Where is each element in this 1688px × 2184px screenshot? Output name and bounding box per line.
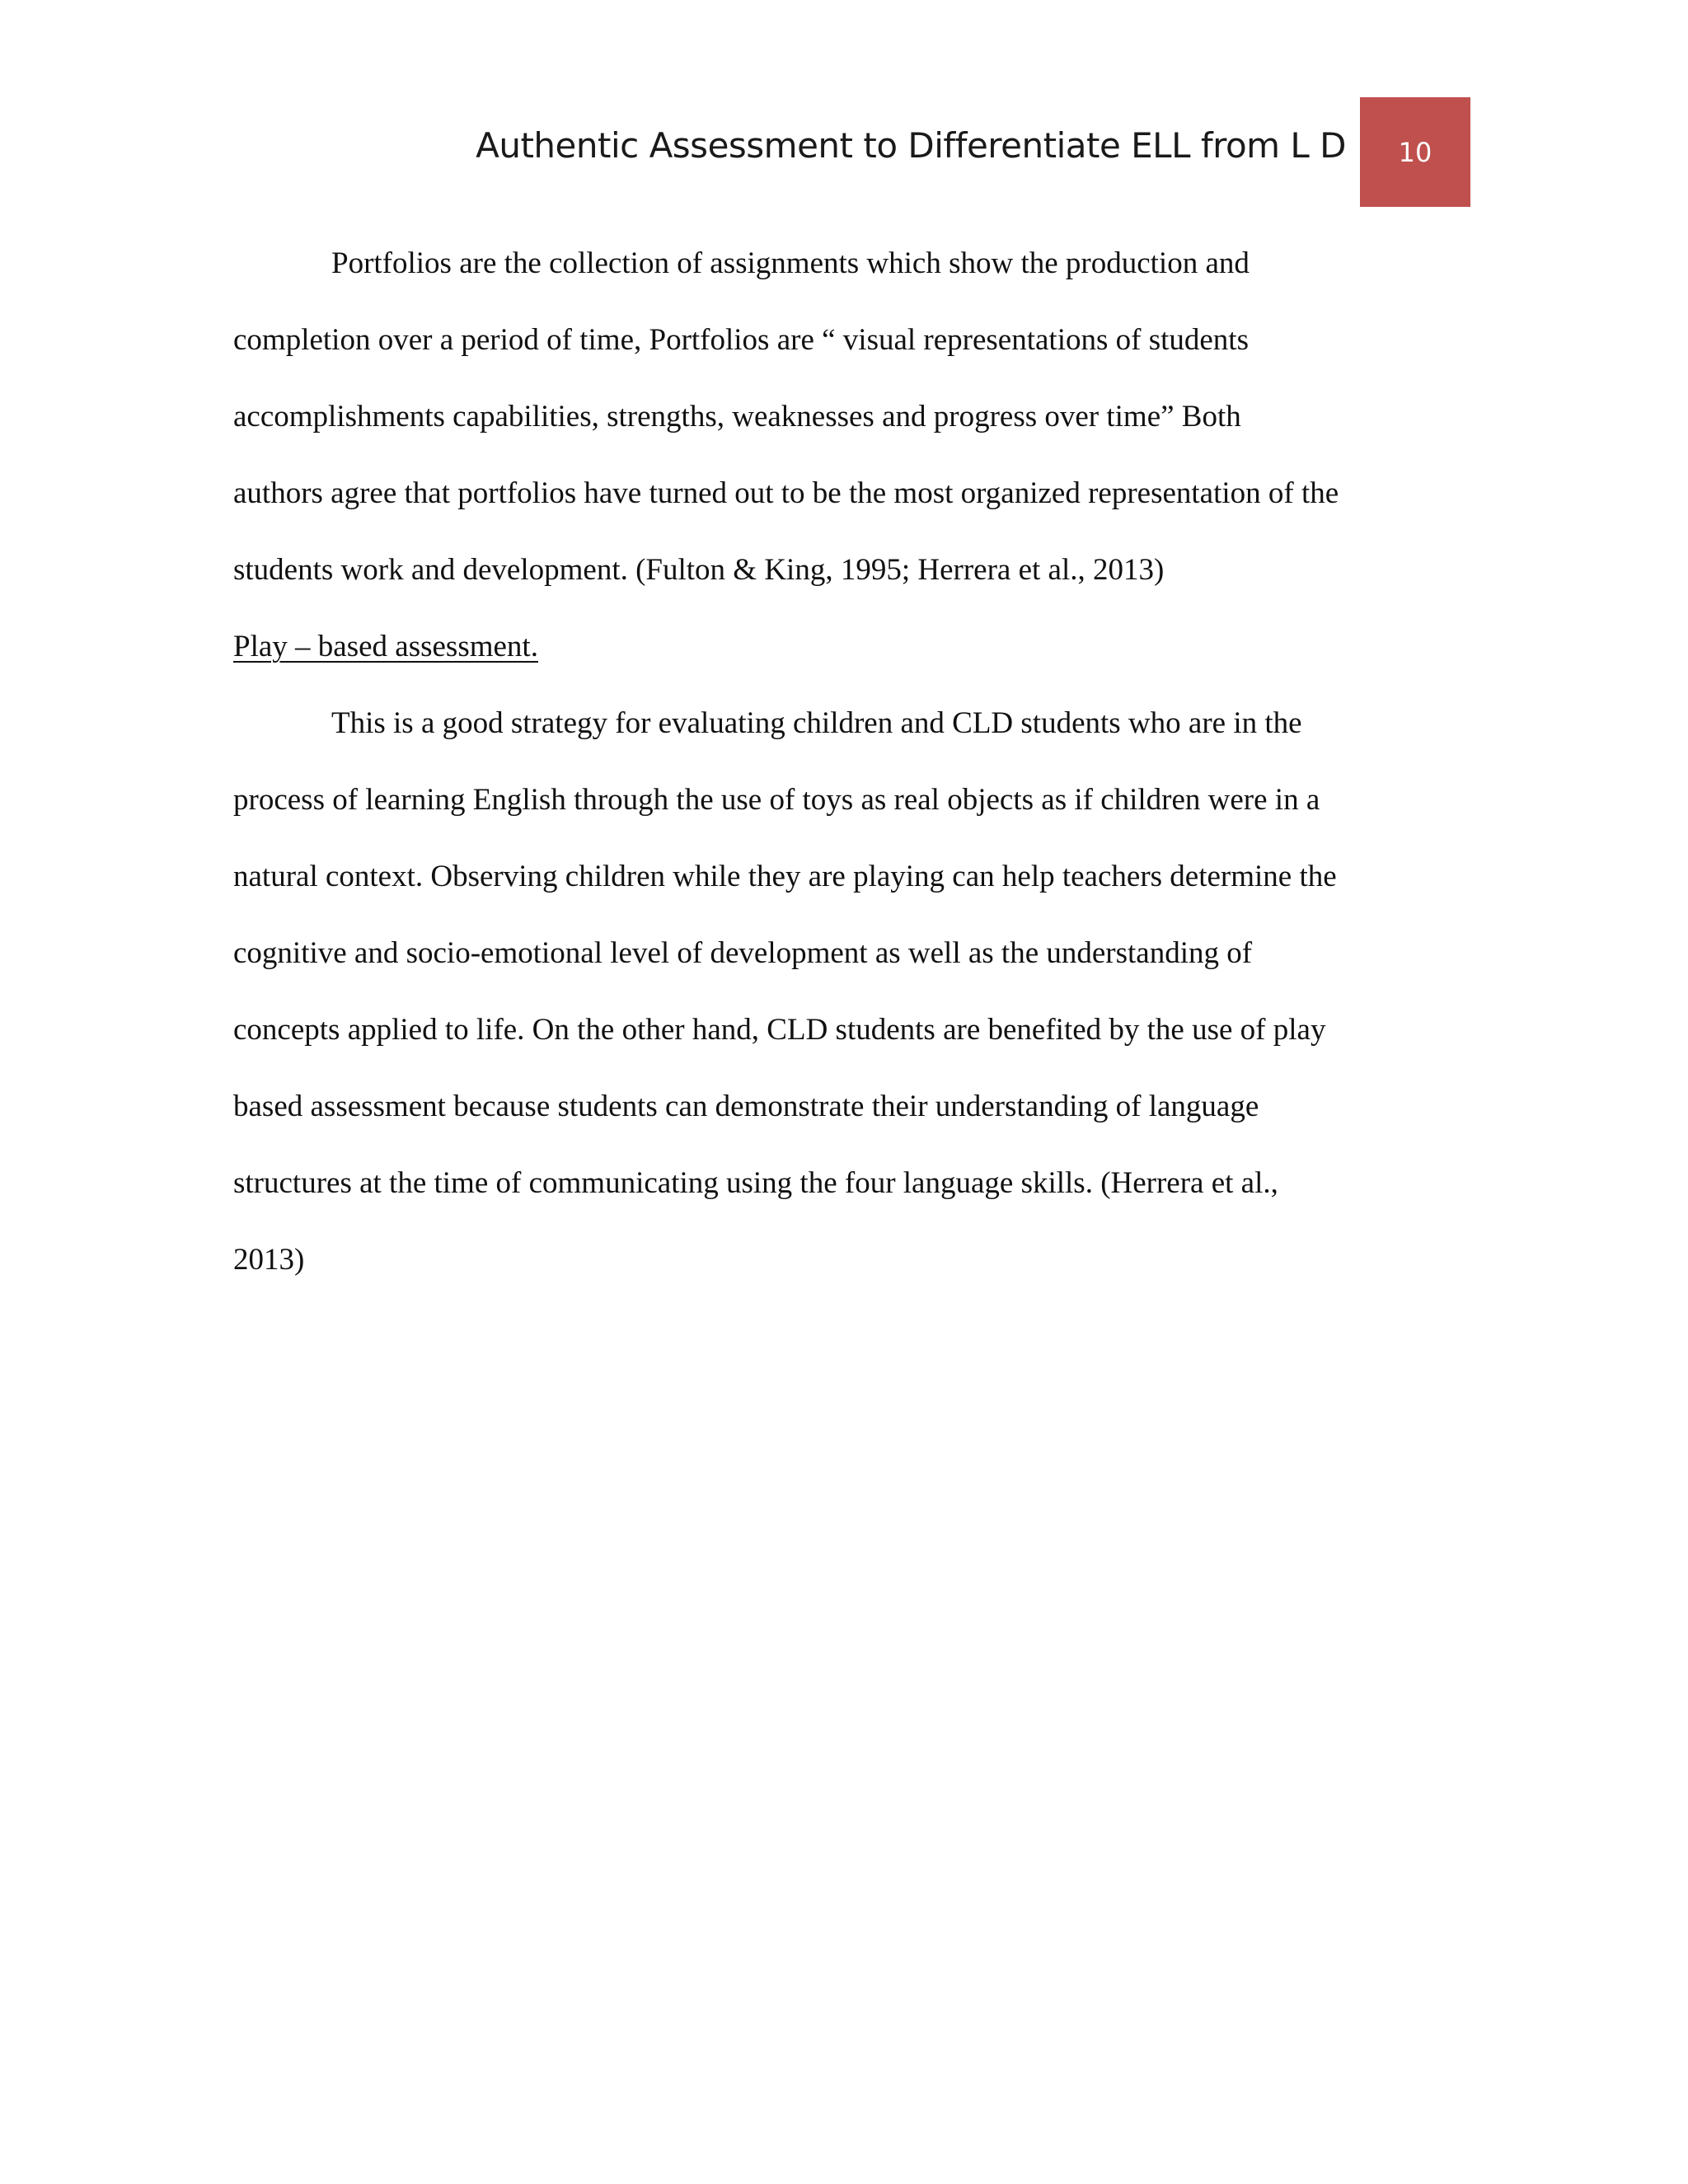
paragraph-line: students work and development. (Fulton & King, 1995; Herrera et al., 2013) bbox=[233, 553, 1165, 587]
paragraph-line: natural context. Observing children while they are playing can help teachers determine the bbox=[233, 860, 1337, 893]
paragraph-line: accomplishments capabilities, strengths, weaknesses and progress over time” Both bbox=[233, 400, 1241, 434]
section-heading bbox=[233, 622, 1470, 699]
body-text bbox=[233, 239, 1470, 1312]
running-head: Authentic Assessment to Differentiate ELL from L D bbox=[476, 125, 1346, 166]
paragraph-line: completion over a period of time, Portfolios are “ visual representations of students bbox=[233, 323, 1249, 357]
paragraph-line: 2013) bbox=[233, 1243, 305, 1277]
paragraph-line: cognitive and socio-emotional level of development as well as the understanding of bbox=[233, 936, 1253, 970]
paragraph-line: This is a good strategy for evaluating children and CLD students who are in the bbox=[331, 706, 1302, 740]
section-heading-text: Play – based assessment. bbox=[233, 630, 538, 663]
paragraph-line: concepts applied to life. On the other hand, CLD students are benefited by the use of play bbox=[233, 1013, 1326, 1047]
paragraph-line: structures at the time of communicating using the four language skills. (Herrera et al., bbox=[233, 1166, 1278, 1200]
page-number-badge bbox=[1360, 97, 1470, 207]
paragraph-line: authors agree that portfolios have turned out to be the most organized representation of the bbox=[233, 476, 1339, 510]
paragraph-line: based assessment because students can demonstrate their understanding of language bbox=[233, 1090, 1259, 1123]
page-number: 10 bbox=[1398, 137, 1432, 168]
paragraph-line: Portfolios are the collection of assignments which show the production and bbox=[331, 246, 1250, 280]
paragraph-line: process of learning English through the use of toys as real objects as if children were in a bbox=[233, 783, 1320, 817]
